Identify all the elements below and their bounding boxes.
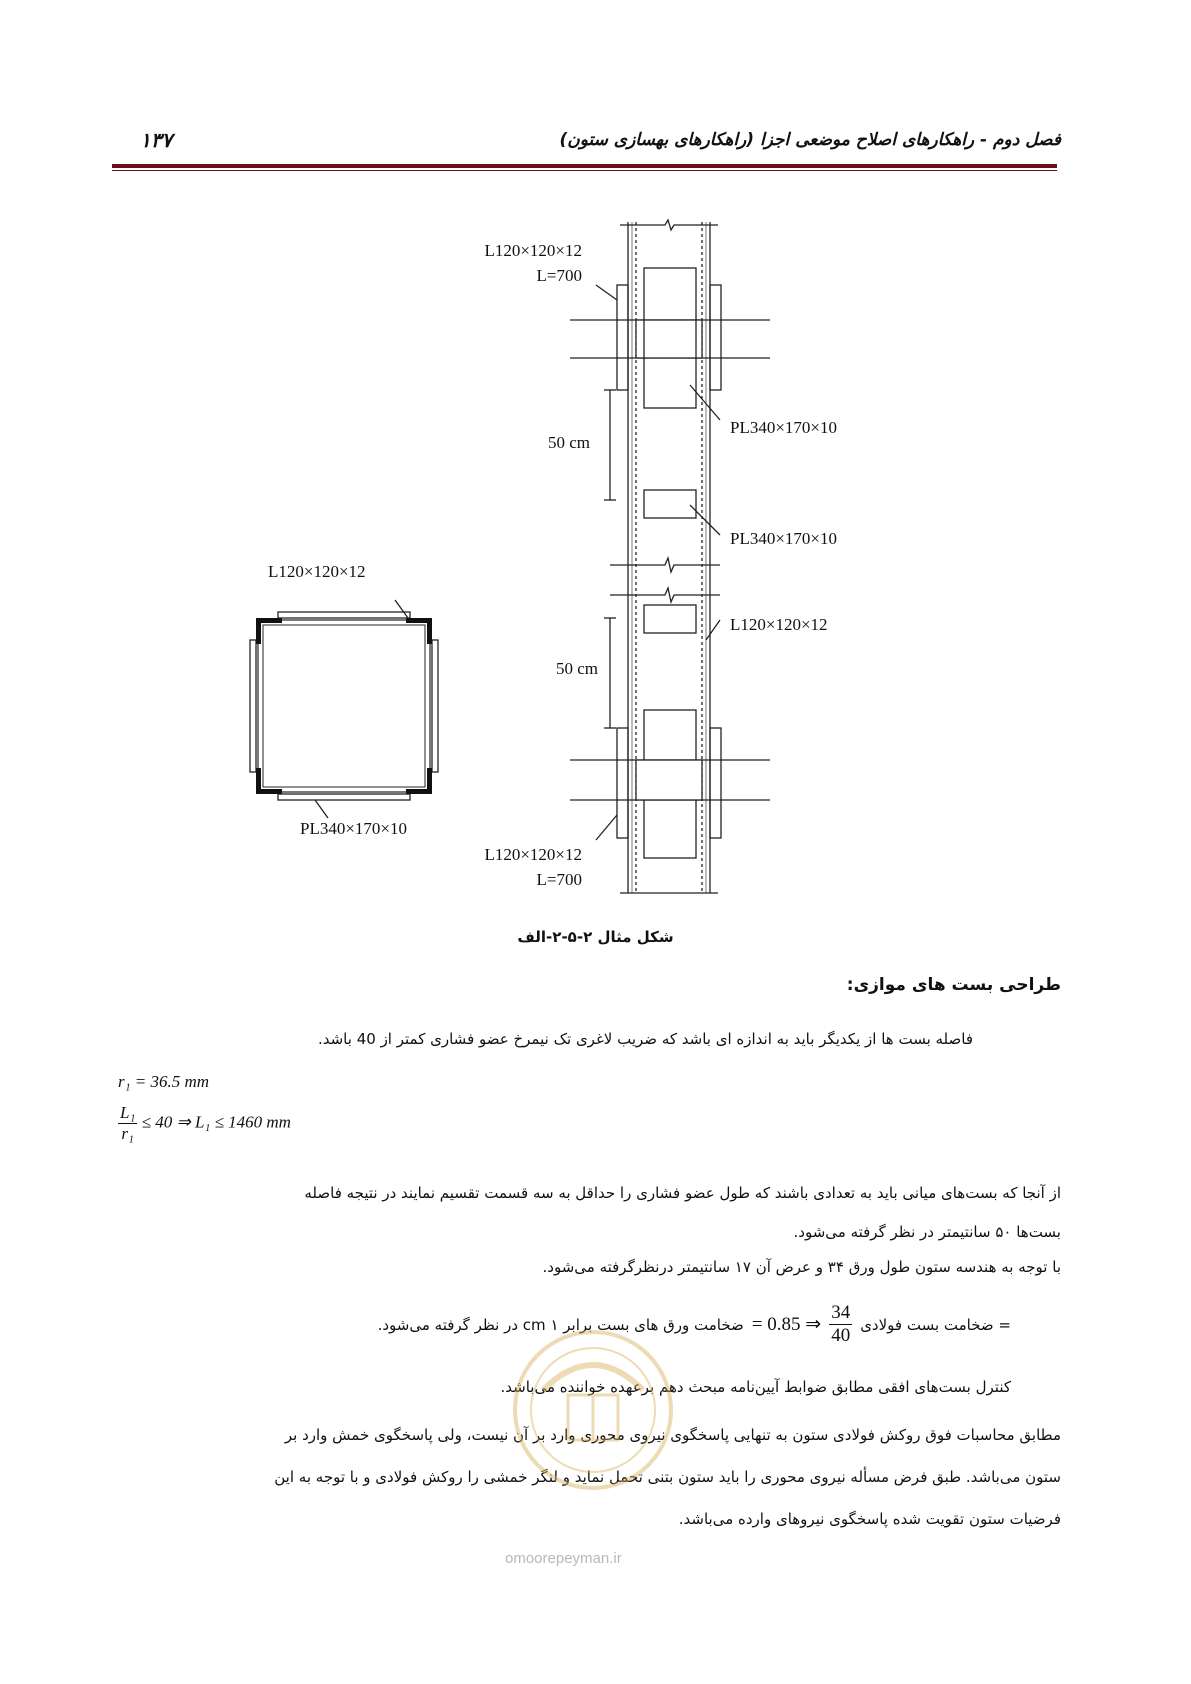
label-dim-1: 50 cm	[548, 433, 591, 452]
paragraph-2-line-2: بست‌ها ۵۰ سانتیمتر در نظر گرفته می‌شود.	[793, 1223, 1061, 1241]
fraction-l-over-r	[118, 1103, 137, 1144]
running-header-title: فصل دوم - راهکارهای اصلاح موضعی اجزا (راهکارهای بهسازی ستون)	[559, 130, 1061, 150]
paragraph-3: با توجه به هندسه ستون طول ورق ۳۴ و عرض آن ۱۷ سانتیمتر درنظرگرفته می‌شود.	[542, 1258, 1061, 1276]
label-section-angle: L120×120×12	[268, 562, 366, 581]
label-length-bottom: L=700	[536, 870, 582, 889]
label-angle-bottom: L120×120×12	[484, 845, 582, 864]
label-angle-mid: L120×120×12	[730, 615, 828, 634]
section-heading: طراحی بست های موازی:	[846, 975, 1061, 995]
thickness-label: = ضخامت بست فولادی	[860, 1315, 1011, 1334]
watermark-seal	[498, 1270, 688, 1550]
paragraph-6-line-3: فرضیات ستون تقویت شده پاسخگوی نیروهای وارده می‌باشد.	[678, 1510, 1061, 1528]
equation-slenderness-rest: ≤ 40 ⇒ L₁ ≤ 1460 mm	[141, 1112, 291, 1132]
label-angle-top: L120×120×12	[484, 241, 582, 260]
paragraph-5: کنترل بست‌های افقی مطابق ضوابط آیین‌نامه مبحث دهم برعهده خواننده می‌باشد.	[500, 1378, 1011, 1396]
thickness-fraction	[829, 1302, 852, 1347]
thickness-denominator: 40	[831, 1325, 851, 1346]
paragraph-6-line-2: ستون می‌باشد. طبق فرض مسأله نیروی محوری را باید ستون بتنی تحمل نماید و لنگر خمشی را روکش فولادی و با توجه به این	[274, 1468, 1061, 1486]
paragraph-2-line-1: از آنجا که بست‌های میانی باید به تعدادی باشند که طول عضو فشاری را حداقل به سه قسمت تقسیم نمایند در نتیجه فاصله	[304, 1184, 1061, 1202]
label-section-plate: PL340×170×10	[300, 819, 408, 838]
label-dim-2: 50 cm	[556, 659, 599, 678]
fraction-numerator: L₁	[120, 1103, 136, 1122]
thickness-result: = 0.85 ⇒	[751, 1314, 822, 1335]
thickness-equation-line	[378, 1302, 1011, 1347]
thickness-sentence: ضخامت ورق های بست برابر ۱ cm در نظر گرفته می‌شود.	[377, 1315, 744, 1334]
thickness-numerator: 34	[831, 1302, 851, 1323]
figure-caption: شکل مثال ۲-۵-۲-الف	[517, 928, 674, 946]
label-plate-1: PL340×170×10	[730, 418, 838, 437]
equation-slenderness	[118, 1103, 291, 1144]
watermark-site: omoorepeyman.ir	[505, 1550, 622, 1567]
fraction-denominator: r₁	[121, 1124, 134, 1143]
paragraph-6-line-1: مطابق محاسبات فوق روکش فولادی ستون به تنهایی پاسخگوی نیروی محوری وارد بر آن نیست، ولی پاسخگوی خمش وارد بر	[284, 1426, 1061, 1444]
page-number: ۱۳۷	[140, 128, 173, 152]
label-length-top: L=700	[536, 266, 582, 285]
equation-r1: r₁ = 36.5 mm	[118, 1072, 210, 1091]
paragraph-1: فاصله بست ها از یکدیگر باید به اندازه ای باشد که ضریب لاغری تک نیمرخ عضو فشاری کمتر از 40 باشد.	[317, 1030, 973, 1048]
label-plate-2: PL340×170×10	[730, 529, 838, 548]
